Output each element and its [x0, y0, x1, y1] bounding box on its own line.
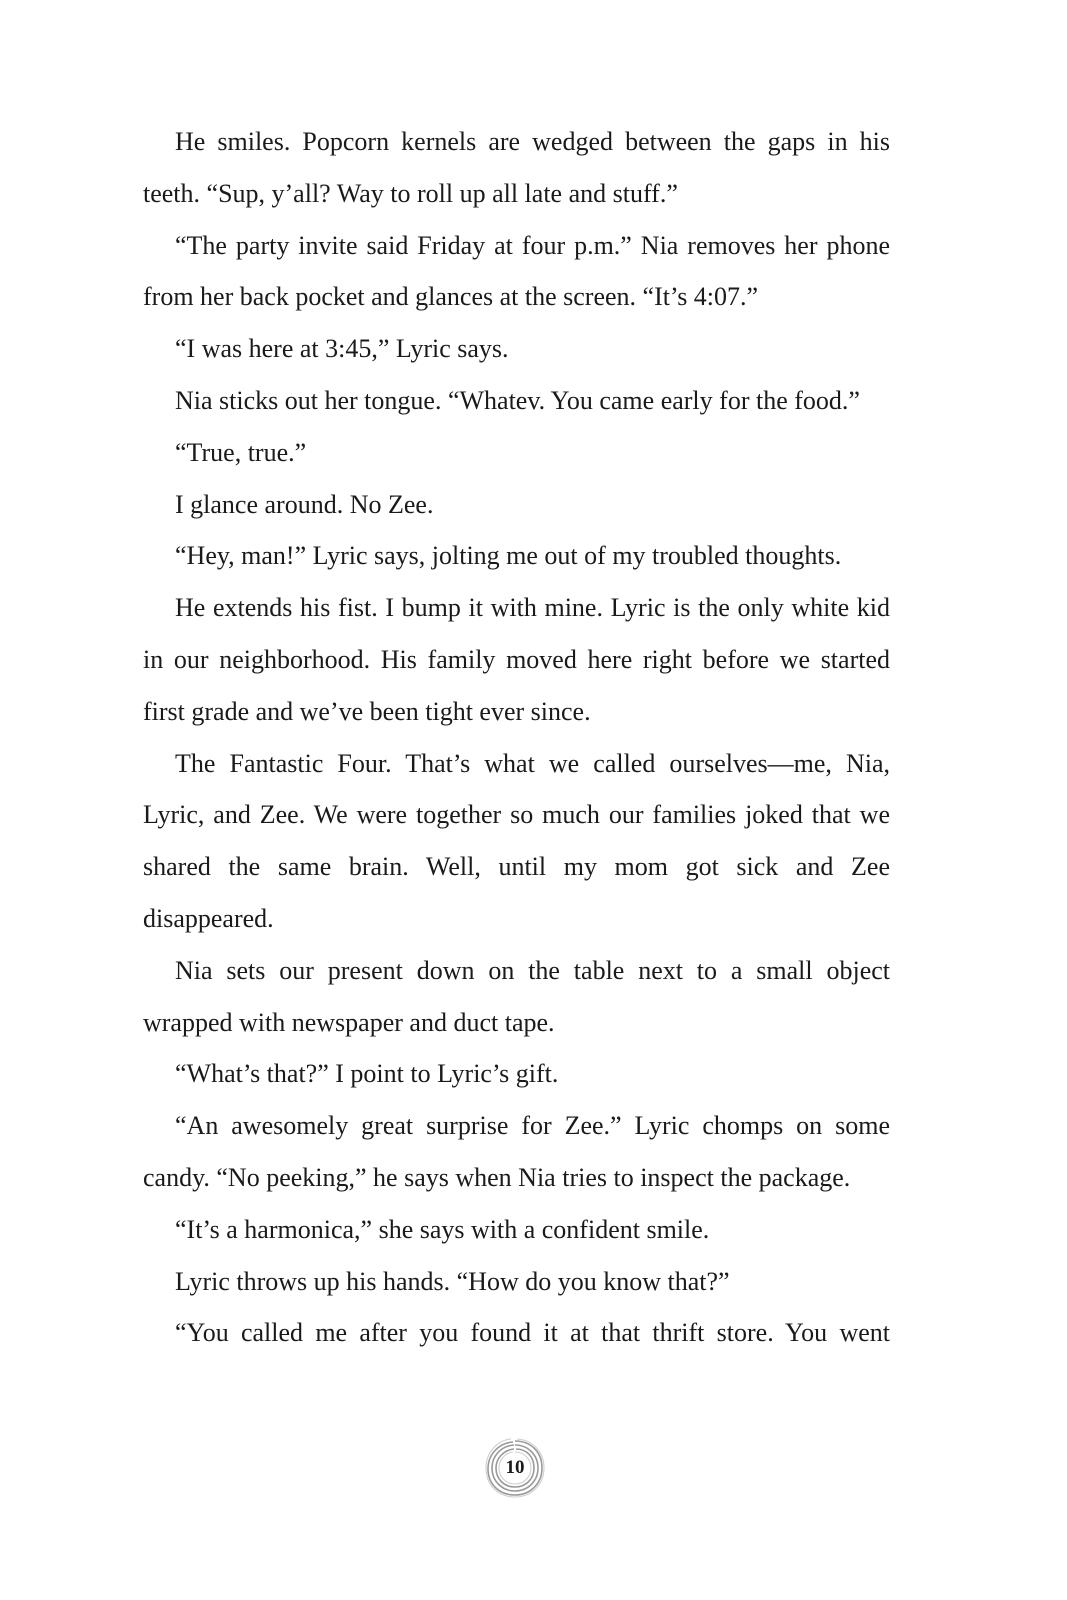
paragraph: Nia sticks out her tongue. “Whatev. You came early for the food.” [175, 385, 860, 415]
paragraph: “It’s a harmonica,” she says with a confident smile. [175, 1214, 710, 1244]
paragraph: I glance around. No Zee. [175, 489, 434, 519]
paragraph: Nia sets our present down on the table next to a small object wrapped with newspaper and duct tape. [143, 955, 890, 1037]
paragraph: Lyric throws up his hands. “How do you know that?” [175, 1266, 730, 1296]
paragraph: “The party invite said Friday at four p.m.” Nia removes her phone from her back pocket and glances at the screen. “It’s 4:07.” [143, 230, 890, 312]
paragraph: “What’s that?” I point to Lyric’s gift. [175, 1059, 559, 1089]
paragraph: The Fantastic Four. That’s what we called ourselves—me, Nia, Lyric, and Zee. We were together so much our families joked that we shared the same brain. Well, until my mom got sick and Zee disappeared. [143, 748, 890, 933]
paragraph: He extends his fist. I bump it with mine. Lyric is the only white kid in our neighborhood. His family moved here right before we started first grade and we’ve been tight ever since. [143, 593, 890, 726]
paragraph: “True, true.” [175, 437, 307, 467]
page-number-badge [484, 1437, 546, 1499]
paragraph-continued: “You called me after you found it at that thrift store. You went [175, 1318, 890, 1348]
page-number: 10 [505, 1457, 525, 1478]
page-body [143, 116, 890, 1359]
paragraph: “Hey, man!” Lyric says, jolting me out of my troubled thoughts. [175, 541, 842, 571]
paragraph: “An awesomely great surprise for Zee.” Lyric chomps on some candy. “No peeking,” he says when Nia tries to inspect the package. [143, 1111, 890, 1192]
paragraph: “I was here at 3:45,” Lyric says. [175, 334, 509, 364]
paragraph: He smiles. Popcorn kernels are wedged between the gaps in his teeth. “Sup, y’all? Way to roll up all late and stuff.” [143, 127, 890, 208]
